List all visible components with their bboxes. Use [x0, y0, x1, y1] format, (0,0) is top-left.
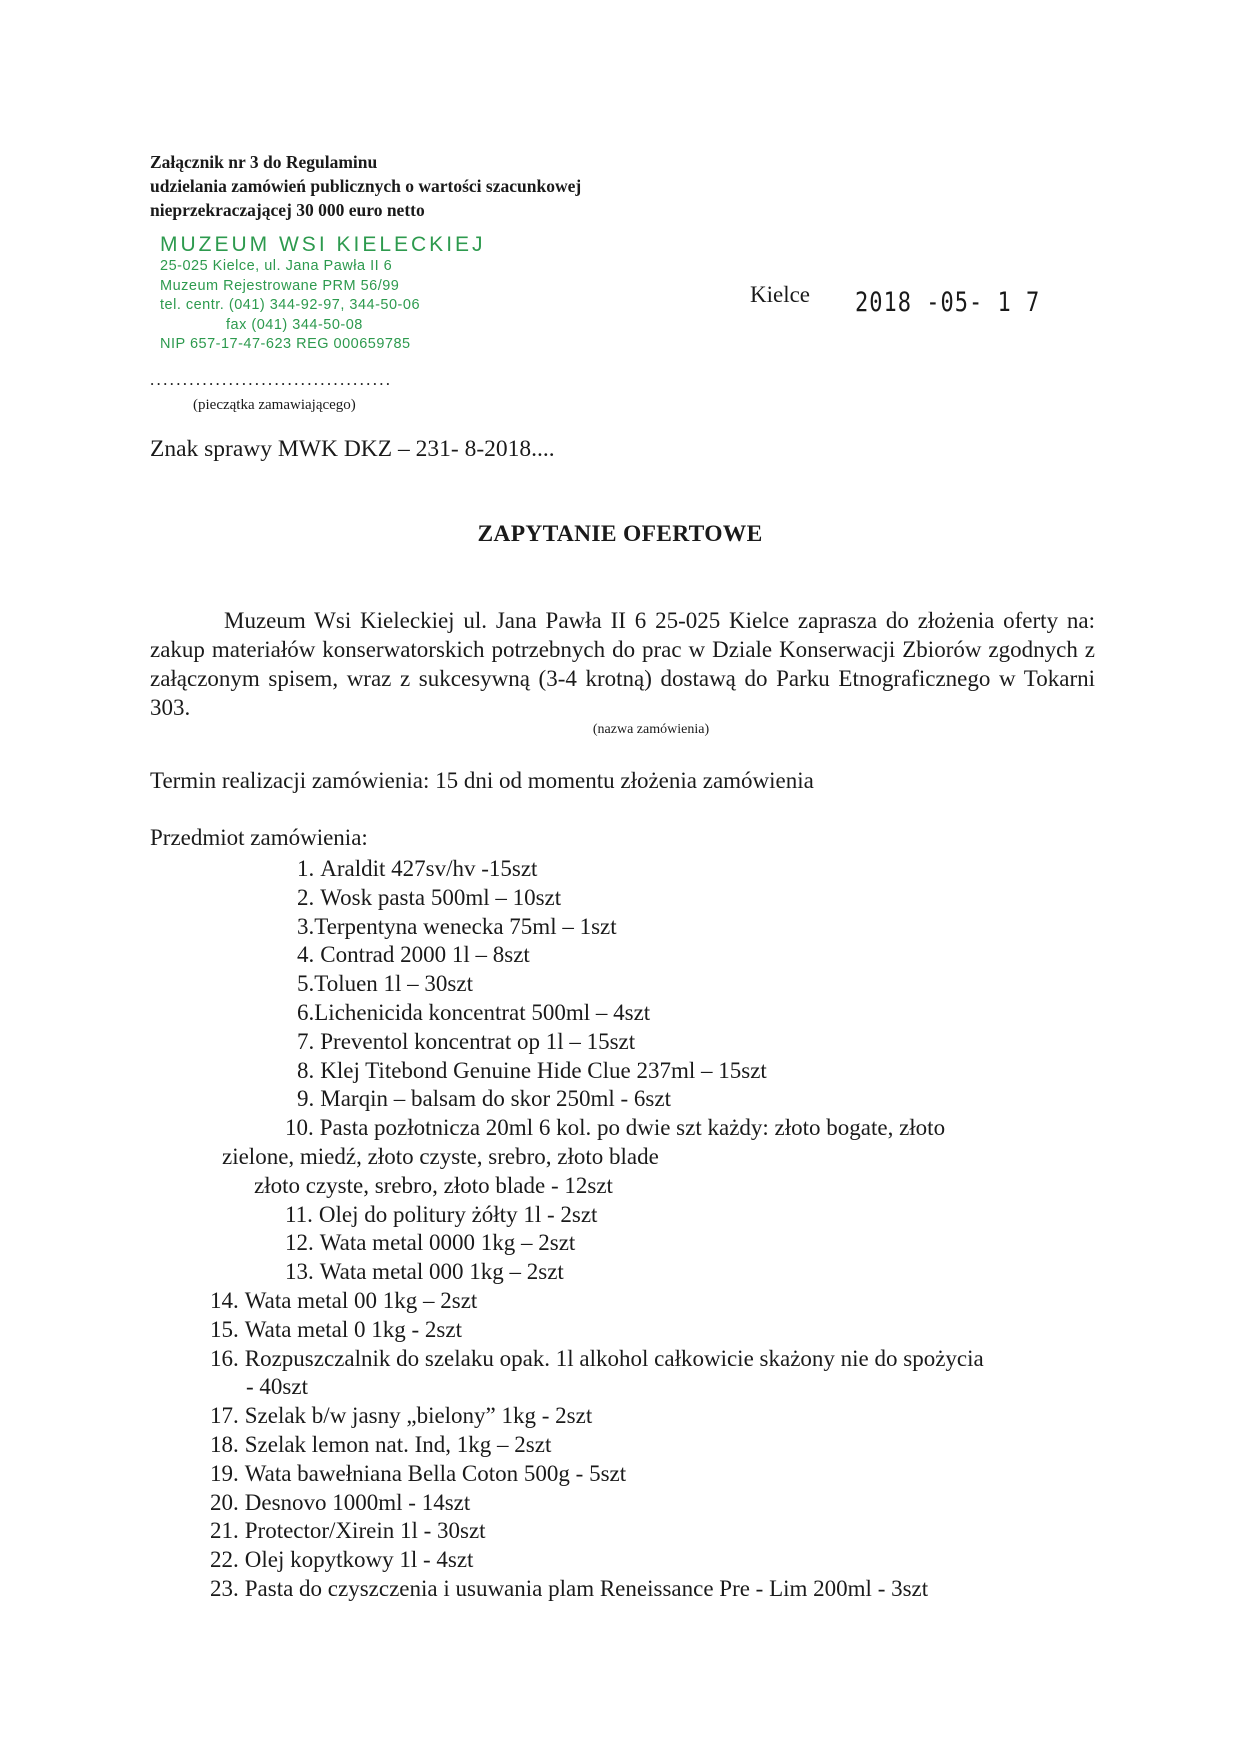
institution-stamp — [160, 233, 486, 355]
stamp-registry: Muzeum Rejestrowane PRM 56/99 — [160, 277, 400, 294]
item-text: Olej do politury żółty 1l - 2szt — [318, 1201, 598, 1227]
item-text: Wata metal 0 1kg - 2szt — [244, 1316, 462, 1342]
item-number: 15. — [210, 1316, 239, 1342]
list-item — [297, 913, 617, 942]
list-item — [210, 1460, 626, 1489]
item-number: 18. — [210, 1432, 239, 1457]
date-stamp: 2018 -05- 1 7 — [855, 288, 1041, 318]
item-number: 7. — [297, 1028, 315, 1054]
item-number: 3. — [297, 913, 315, 939]
list-item — [210, 1575, 928, 1604]
list-item — [210, 1345, 984, 1374]
item-number: 21. — [210, 1518, 239, 1544]
item-text: Wata metal 0000 1kg – 2szt — [319, 1230, 576, 1256]
item-number: 5. — [297, 971, 315, 997]
stamp-caption: (pieczątka zamawiającego) — [193, 397, 356, 413]
list-item — [210, 1546, 473, 1575]
item-number: 4. — [297, 942, 315, 968]
order-name-caption: (nazwa zamówienia) — [592, 722, 710, 737]
item-text: Araldit 427sv/hv -15szt — [320, 856, 538, 881]
item-number: 17. — [210, 1403, 239, 1429]
list-item — [285, 1201, 597, 1230]
item-text: - 40szt — [246, 1374, 308, 1400]
item-number: 11. — [285, 1201, 313, 1227]
item-text: Toluen 1l – 30szt — [314, 971, 473, 997]
list-item — [297, 970, 473, 999]
document-title: ZAPYTANIE OFERTOWE — [477, 521, 763, 547]
item-text: Wata metal 000 1kg – 2szt — [319, 1259, 564, 1285]
item-text: Pasta do czyszczenia i usuwania plam Reneissance Pre - Lim 200ml - 3szt — [244, 1576, 929, 1601]
list-item — [297, 1057, 767, 1086]
item-text: Wosk pasta 500ml – 10szt — [320, 884, 562, 910]
item-number: 10. — [285, 1115, 314, 1141]
item-number: 8. — [297, 1057, 315, 1083]
item-number: 6. — [297, 1000, 315, 1025]
deadline-line: Termin realizacji zamówienia: 15 dni od momentu złożenia zamówienia — [150, 768, 814, 793]
item-text: zielone, miedź, złoto czyste, srebro, złoto blade — [222, 1144, 659, 1169]
list-item — [297, 1085, 671, 1114]
item-text: Szelak lemon nat. Ind, 1kg – 2szt — [244, 1432, 552, 1457]
item-text: Preventol koncentrat op 1l – 15szt — [320, 1028, 636, 1054]
list-item — [210, 1316, 462, 1345]
list-item — [210, 1517, 486, 1546]
item-number: 23. — [210, 1576, 239, 1601]
item-number: 19. — [210, 1460, 239, 1486]
list-item-continuation — [254, 1172, 613, 1201]
item-number: 16. — [210, 1345, 239, 1371]
list-item — [297, 1028, 635, 1057]
stamp-address: 25-025 Kielce, ul. Jana Pawła II 6 — [160, 258, 393, 274]
item-text: Pasta pozłotnicza 20ml 6 kol. po dwie szt każdy: złoto bogate, złoto — [319, 1115, 946, 1141]
list-item — [210, 1489, 470, 1518]
item-text: złoto czyste, srebro, złoto blade - 12szt — [254, 1172, 613, 1198]
item-text: Klej Titebond Genuine Hide Clue 237ml – 15szt — [320, 1057, 767, 1083]
stamp-fax: fax (041) 344-50-08 — [226, 316, 363, 333]
item-text: Marqin – balsam do skor 250ml - 6szt — [320, 1086, 671, 1112]
list-item-continuation — [246, 1373, 308, 1402]
item-number: 22. — [210, 1547, 239, 1573]
attachment-note-line-1: Załącznik nr 3 do Regulaminu — [150, 152, 378, 172]
item-text: Contrad 2000 1l – 8szt — [320, 942, 530, 968]
case-number: Znak sprawy MWK DKZ – 231- 8-2018.... — [150, 436, 555, 462]
item-text: Olej kopytkowy 1l - 4szt — [244, 1547, 474, 1573]
item-text: Terpentyna wenecka 75ml – 1szt — [314, 913, 617, 939]
list-item — [210, 1431, 551, 1460]
item-number: 2. — [297, 884, 315, 910]
item-number: 20. — [210, 1489, 239, 1515]
subject-label: Przedmiot zamówienia: — [150, 825, 368, 850]
stamp-dotted-line: ..................................... — [150, 370, 393, 389]
list-item — [210, 1402, 592, 1431]
item-number: 13. — [285, 1259, 314, 1285]
item-number: 9. — [297, 1086, 315, 1112]
intro-paragraph: Muzeum Wsi Kieleckiej ul. Jana Pawła II 6 25-025 Kielce zaprasza do złożenia oferty na: zakup materiałów konserwatorskich potrzebnych do prac w Dziale Konserwacji Zbiorów zgodnych z załączonym spisem, wraz z sukcesywną (3-4 krotną) dostawą do Parku Etnograficznego w Tokarni 303. — [150, 608, 1095, 720]
list-item — [297, 999, 650, 1028]
attachment-note-line-3: nieprzekraczającej 30 000 euro netto — [150, 200, 425, 220]
list-item — [297, 855, 537, 884]
list-item — [285, 1258, 564, 1287]
item-text: Rozpuszczalnik do szelaku opak. 1l alkohol całkowicie skażony nie do spożycia — [244, 1345, 984, 1371]
item-number: 1. — [297, 856, 315, 881]
item-text: Lichenicida koncentrat 500ml – 4szt — [314, 1000, 651, 1025]
item-text: Szelak b/w jasny „bielony” 1kg - 2szt — [244, 1403, 593, 1429]
list-item — [297, 941, 530, 970]
attachment-note-line-2: udzielania zamówień publicznych o wartości szacunkowej — [150, 176, 582, 196]
stamp-tax-id: NIP 657-17-47-623 REG 000659785 — [160, 336, 411, 353]
item-text: Wata bawełniana Bella Coton 500g - 5szt — [244, 1460, 627, 1486]
item-text: Desnovo 1000ml - 14szt — [244, 1489, 471, 1515]
list-item — [285, 1229, 575, 1258]
list-item-continuation — [222, 1143, 659, 1172]
list-item — [210, 1287, 477, 1316]
item-text: Protector/Xirein 1l - 30szt — [244, 1518, 486, 1544]
list-item — [297, 884, 561, 913]
stamp-institution-name: MUZEUM WSI KIELECKIEJ — [160, 233, 486, 256]
item-number: 12. — [285, 1230, 314, 1256]
item-text: Wata metal 00 1kg – 2szt — [244, 1288, 478, 1313]
stamp-phone: tel. centr. (041) 344-92-97, 344-50-06 — [160, 297, 421, 314]
place-name: Kielce — [750, 282, 811, 307]
attachment-note — [150, 150, 581, 222]
list-item — [285, 1114, 945, 1143]
item-number: 14. — [210, 1288, 239, 1313]
